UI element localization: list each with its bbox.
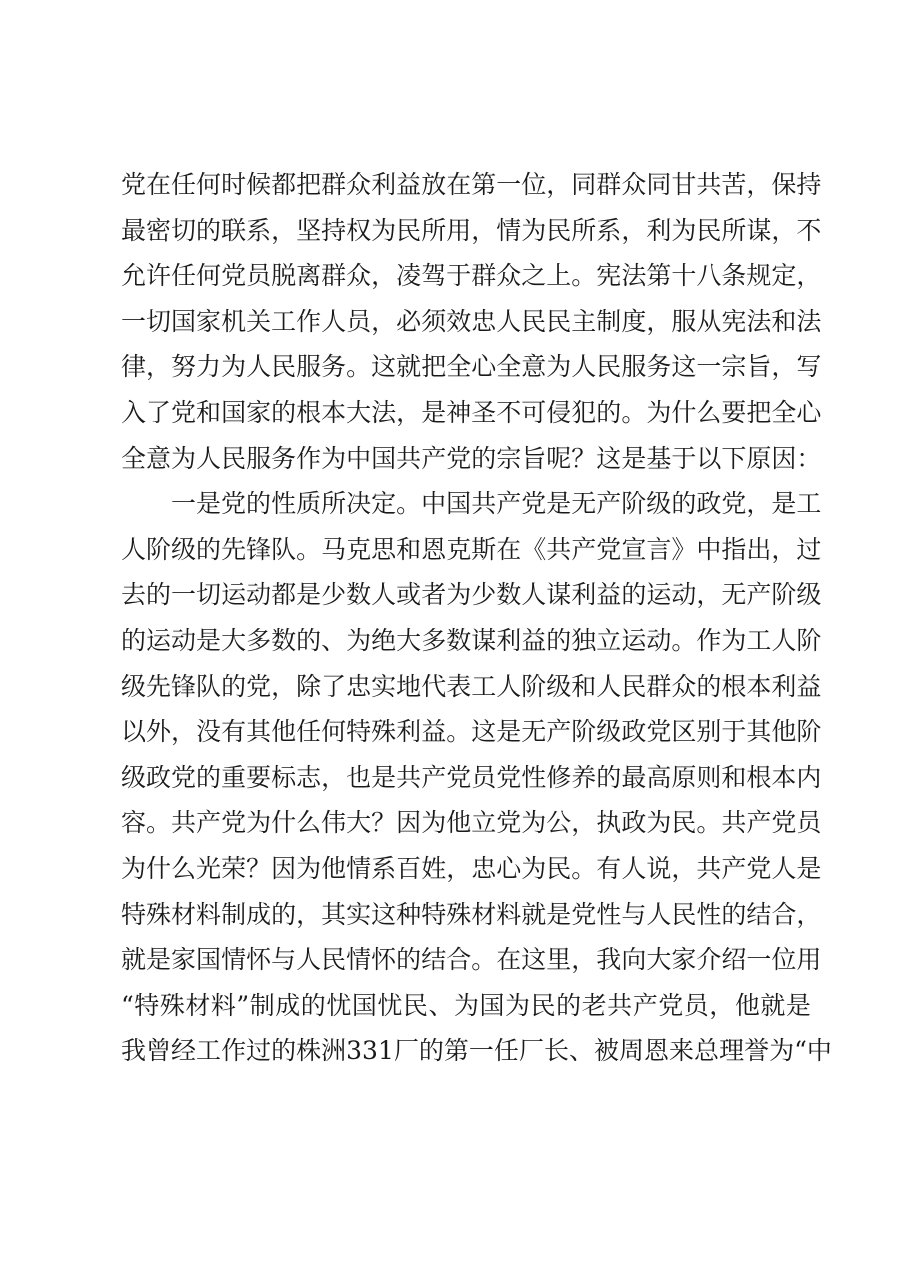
text-line: 容 。 共 产 党 为 什 么 伟 大 ？ 因 为 他 立 党 为 公 ， 执 政 为 民 。 共 产 党 员 xyxy=(121,808,822,838)
text-line: 特 殊 材 料 制 成 的 ， 其 实 这 种 特 殊 材 料 就 是 党 性 与 人 民 性 的 结 合 ， xyxy=(121,899,822,929)
text-line: 人 阶 级 的 先 锋 队 。 马 克 思 和 恩 克 斯 在 《 共 产 党 宣 言 》 中 指 出 ， 过 xyxy=(121,534,822,564)
text-line: 最 密 切 的 联 系 ， 坚 持 权 为 民 所 用 ， 情 为 民 所 系 ， 利 为 民 所 谋 ， 不 xyxy=(121,215,822,245)
text-line: 的 运 动 是 大 多 数 的 、 为 绝 大 多 数 谋 利 益 的 独 立 运 动 。 作 为 工 人 阶 xyxy=(121,625,822,655)
text-line: 为 什 么 光 荣 ？ 因 为 他 情 系 百 姓 ， 忠 心 为 民 。 有 人 说 ， 共 产 党 人 是 xyxy=(121,853,822,883)
text-line: 一 切 国 家 机 关 工 作 人 员 ， 必 须 效 忠 人 民 民 主 制 度 ， 服 从 宪 法 和 法 xyxy=(121,306,822,336)
text-line: 我 曾 经 工 作 过 的 株 洲 3 3 1 厂 的 第 一 任 厂 长 、 被 周 恩 来 总 理 誉 为 “ 中 xyxy=(121,1036,832,1066)
text-line: 入 了 党 和 国 家 的 根 本 大 法 ， 是 神 圣 不 可 侵 犯 的 。 为 什 么 要 把 全 心 xyxy=(121,397,822,427)
text-line: 级 先 锋 队 的 党 ， 除 了 忠 实 地 代 表 工 人 阶 级 和 人 民 群 众 的 根 本 利 益 xyxy=(121,671,822,701)
text-line: 一 是 党 的 性 质 所 决 定 。 中 国 共 产 党 是 无 产 阶 级 的 政 党 ， 是 工 xyxy=(171,489,822,519)
text-line: 以 外 ， 没 有 其 他 任 何 特 殊 利 益 。 这 是 无 产 阶 级 政 党 区 别 于 其 他 阶 xyxy=(121,717,822,747)
text-line: 党 在 任 何 时 候 都 把 群 众 利 益 放 在 第 一 位 ， 同 群 众 同 甘 共 苦 ， 保 持 xyxy=(121,170,822,199)
text-line: 去 的 一 切 运 动 都 是 少 数 人 或 者 为 少 数 人 谋 利 益 的 运 动 ， 无 产 阶 级 xyxy=(121,580,822,610)
text-line: 就 是 家 国 情 怀 与 人 民 情 怀 的 结 合 。 在 这 里 ， 我 向 大 家 介 绍 一 位 用 xyxy=(121,945,822,975)
text-line: 允 许 任 何 党 员 脱 离 群 众 ， 凌 驾 于 群 众 之 上 。 宪 法 第 十 八 条 规 定 ， xyxy=(121,261,822,291)
text-line: 律 ， 努 力 为 人 民 服 务 。 这 就 把 全 心 全 意 为 人 民 服 务 这 一 宗 旨 ， 写 xyxy=(121,352,822,382)
text-line: 级 政 党 的 重 要 标 志 ， 也 是 共 产 党 员 党 性 修 养 的 最 高 原 则 和 根 本 内 xyxy=(121,762,822,792)
text-line: “ 特 殊 材 料 ” 制 成 的 忧 国 忧 民 、 为 国 为 民 的 老 共 产 党 员 ， 他 就 是 xyxy=(121,990,811,1020)
body-text xyxy=(121,162,832,1074)
text-line: 全 意 为 人 民 服 务 作 为 中 国 共 产 党 的 宗 旨 呢 ？ 这 是 基 于 以 下 原 因 ： xyxy=(121,443,822,473)
